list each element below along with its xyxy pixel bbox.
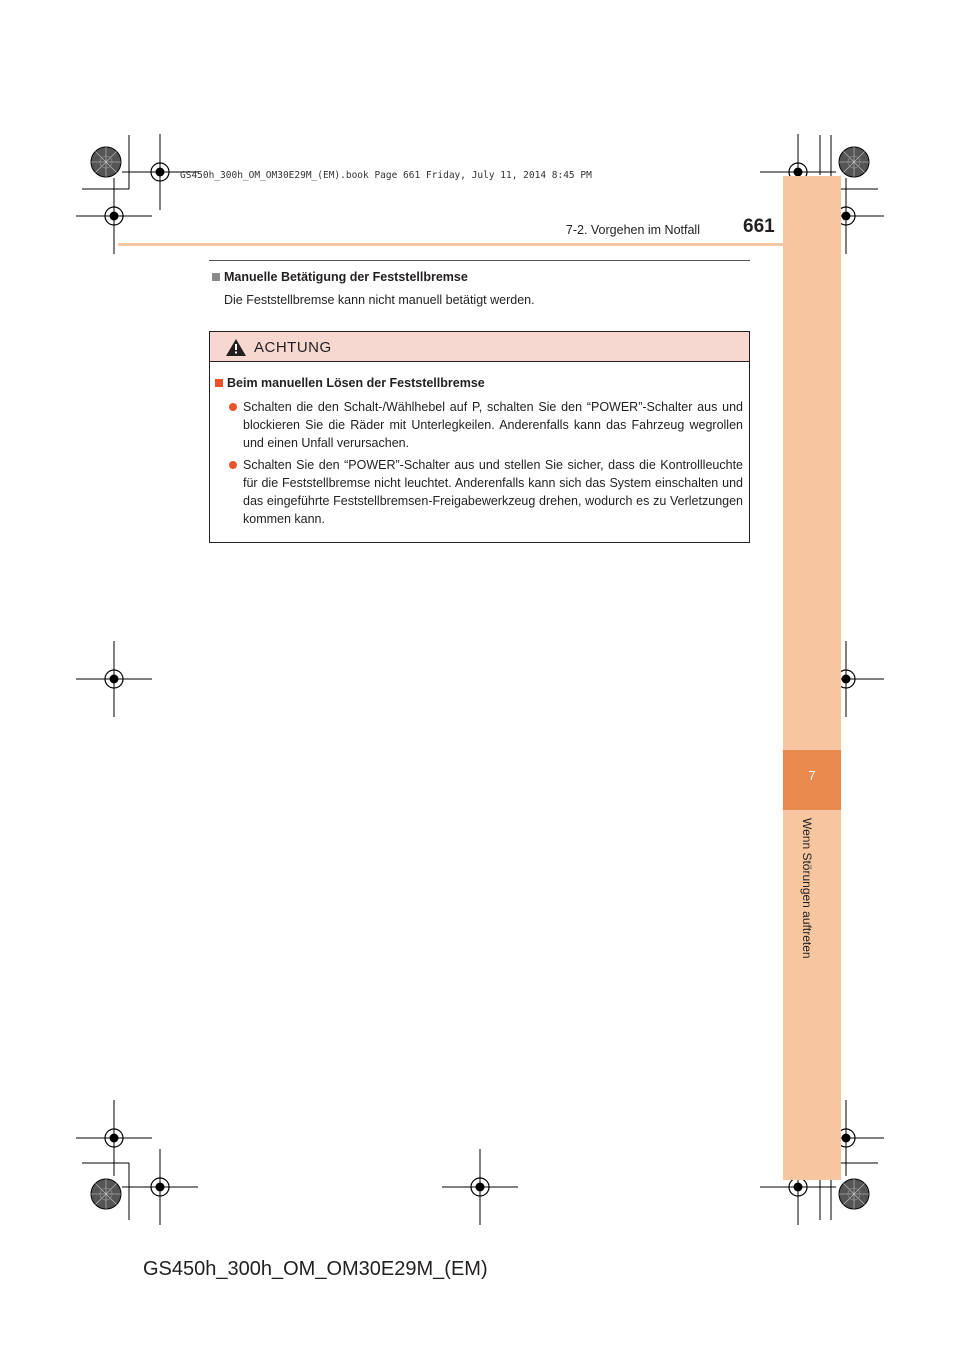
print-mark: GS450h_300h_OM_OM30E29M_(EM).book Page 661 Friday, July 11, 2014 8:45 PM <box>180 170 592 181</box>
section-title: 7-2. Vorgehen im Notfall <box>565 223 700 237</box>
chapter-number: 7 <box>808 768 816 783</box>
section-heading <box>212 270 468 284</box>
warning-bullet <box>229 398 743 452</box>
warning-box <box>209 331 750 543</box>
bullet-dot-icon <box>229 461 237 469</box>
chapter-title: Wenn Störungen auftreten <box>800 818 814 959</box>
warning-bullet-text: Schalten Sie den “POWER”-Schalter aus und stellen Sie sicher, dass die Kontrollleuchte für die Feststellbremse nicht leuchtet. Anderenfalls kann sich das System einschalten und das eingeführte Feststellbremsen-Freigabewerkzeug drehen, wodurch es zu Verletzungen kommen kann. <box>243 458 743 526</box>
registration-cross-icon <box>442 1149 518 1225</box>
header-rule <box>118 243 840 246</box>
registration-cross-icon <box>122 1149 198 1225</box>
chapter-number-tab <box>783 750 841 810</box>
warning-bullet <box>229 456 743 528</box>
color-wheel-icon <box>839 1179 869 1209</box>
color-wheel-icon <box>839 147 869 177</box>
square-bullet-icon <box>215 379 223 387</box>
page-number: 661 <box>743 216 775 237</box>
registration-cross-icon <box>76 641 152 717</box>
chapter-side-tab <box>783 176 841 1180</box>
square-bullet-icon <box>212 273 220 281</box>
bullet-dot-icon <box>229 403 237 411</box>
warning-heading <box>215 376 485 390</box>
color-wheel-icon <box>91 1179 121 1209</box>
content-top-rule <box>209 260 750 261</box>
registration-cross-icon <box>76 1100 152 1176</box>
warning-heading-text: Beim manuellen Lösen der Feststellbremse <box>227 376 485 390</box>
warning-triangle-icon <box>226 339 246 356</box>
warning-header <box>210 332 749 362</box>
section-heading-text: Manuelle Betätigung der Feststellbremse <box>224 270 468 284</box>
warning-title: ACHTUNG <box>254 339 332 356</box>
warning-bullet-text: Schalten die den Schalt-/Wählhebel auf P, schalten Sie den “POWER”-Schalter aus und blockieren Sie die Räder mit Unterlegkeilen. Anderenfalls kann das Fahrzeug wegrollen und einen Unfall verursachen. <box>243 400 743 450</box>
body-text: Die Feststellbremse kann nicht manuell betätigt werden. <box>224 293 535 307</box>
color-wheel-icon <box>91 147 121 177</box>
footer-document-id: GS450h_300h_OM_OM30E29M_(EM) <box>143 1258 488 1280</box>
